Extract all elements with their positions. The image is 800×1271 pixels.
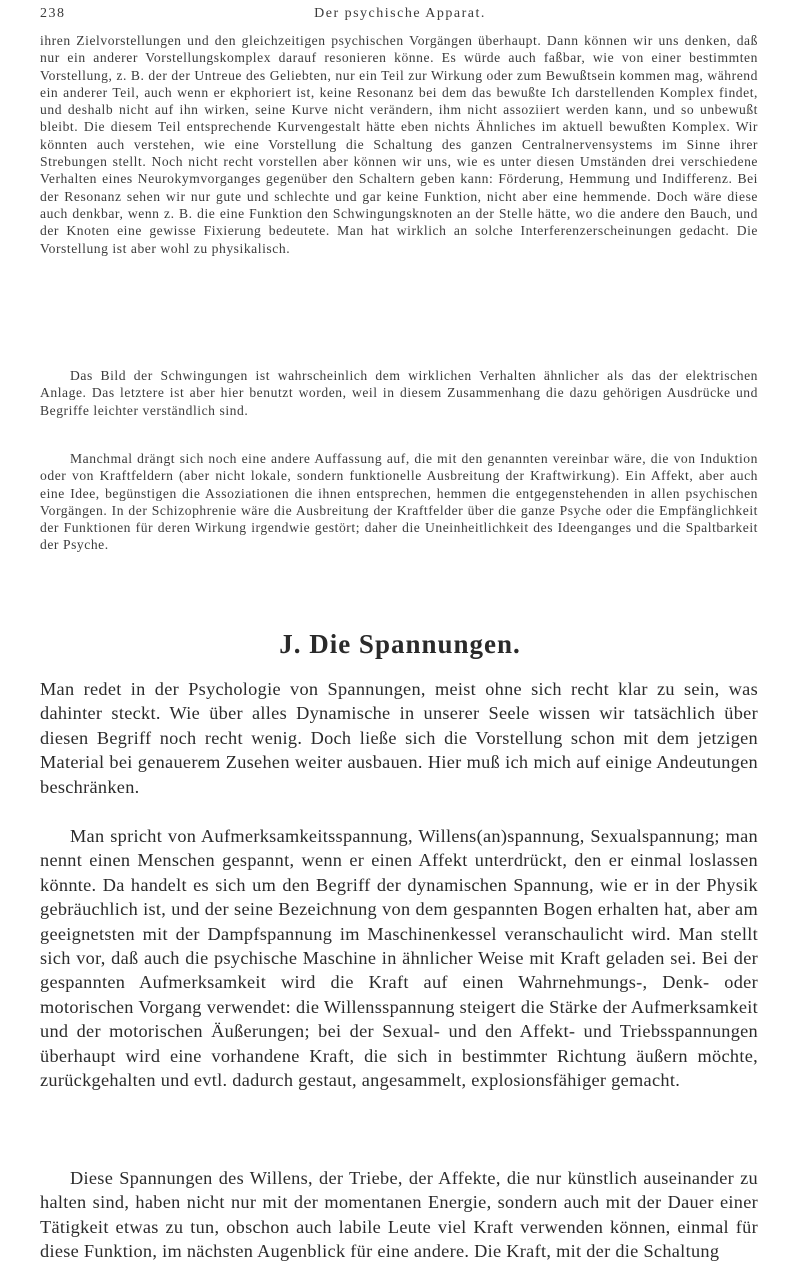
paragraph-text: Manchmal drängt sich noch eine andere Auffassung auf, die mit den genannten vereinbar wäre, die von Induktion oder von Kraftfeldern (aber nicht lokale, sondern funktionelle Ausbreitung der Kraftwirkung). Ein Affekt, aber auch eine Idee, begünstigen die Assoziationen die ihnen entsprechen, hemmen die entgegenstehenden in allen psychischen Vorgängen. In der Schizophrenie wäre die Ausbreitung der Kraftfelder über die ganze Psyche oder die Empfänglichkeit der Funktionen für deren Wirkung irgendwie gestört; daher die Uneinheitlichkeit des Ideenganges und die Spaltbarkeit der Psyche. (40, 451, 758, 553)
section-heading: J. Die Spannungen. (279, 629, 521, 659)
body-paragraph-small (40, 367, 758, 419)
paragraph-text: Man redet in der Psychologie von Spannungen, meist ohne sich recht klar zu sein, was dahinter steckt. Wie über alles Dynamische in unserer Seele wissen wir tatsächlich über diesen Begriff noch recht wenig. Doch ließe sich die Vorstellung schon mit dem jetzigen Material bei genauerem Zusehen weiter ausbauen. Hier muß ich mich auf einige Andeutungen beschränken. (40, 679, 758, 797)
running-head: Der psychische Apparat. (314, 6, 486, 21)
paragraph-text: Diese Spannungen des Willens, der Triebe, der Affekte, die nur künstlich auseinander zu halten sind, haben nicht nur mit der momentanen Energie, sondern auch mit der Dauer einer Tätigkeit etwas zu tun, obschon auch labile Leute viel Kraft verwenden können, einmal für diese Funktion, im nächsten Augenblick für eine andere. Die Kraft, mit der die Schaltung (40, 1168, 758, 1262)
body-paragraph-small (40, 450, 758, 554)
paragraph-text: ihren Zielvorstellungen und den gleichzeitigen psychischen Vorgängen überhaupt. Dann können wir uns denken, daß nur ein anderer Vorstellungskomplex darauf resonieren könne. Es würde auch faßbar, wie von einer bestimmten Vorstellung, z. B. der der Untreue des Geliebten, nur ein Teil zur Wirkung oder zum Bewußtsein kommen mag, während ein anderer Teil, auch wenn er ekphoriert ist, keine Resonanz bei dem das bewußte Ich darstellenden Komplex findet, und deshalb nicht auf ihn wirken, seine Kurve nicht verändern, ihm nicht assoziiert werden kann, und so unbewußt bleibt. Die diesem Teil entsprechende Kurvengestalt hätte eben nichts Ähnliches im aktuell bewußten Komplex. Wir könnten auch verstehen, wie eine Vorstellung die Schaltung des ganzen Centralnervensystems im Sinne ihrer Strebungen stellt. Noch nicht recht vorstellen aber können wir uns, wie es unter diesen Umständen drei verschiedene Verhalten eines Neurokymvorganges gegenüber den Schaltern geben kann: Förderung, Hemmung und Indifferenz. Bei der Resonanz sehen wir nur gute und schlechte und gar keine Funktion, nicht aber eine hemmende. Doch wäre diese auch denkbar, wenn z. B. die eine Funktion den Schwingungsknoten an der Stelle hätte, wo die andere den Bauch, und der Knoten eine gewisse Fixierung bedeutete. Man hat wirklich an solche Interferenzerscheinungen gedacht. Die Vorstellung ist aber wohl zu physikalisch. (40, 33, 758, 256)
page-header (40, 6, 760, 28)
body-paragraph (40, 677, 758, 799)
body-paragraph (40, 824, 758, 1092)
paragraph-text: Man spricht von Aufmerksamkeitsspannung, Willens(an)spannung, Sexualspannung; man nennt einen Menschen gespannt, wenn er einen Affekt unterdrückt, den er einmal loslassen könnte. Da handelt es sich um den Begriff der dynamischen Spannung, wie er in der Physik gebräuchlich ist, und der seine Bezeichnung von dem gespannten Bogen erhalten hat, aber am geeignetsten mit der Dampfspannung im Maschinenkessel veranschaulicht wird. Man stellt sich vor, daß auch die psychische Maschine in ähnlicher Weise mit Kraft geladen sei. Bei der gespannten Aufmerksamkeit wird die Kraft auf einen Wahrnehmungs-, Denk- oder motorischen Vorgang verwendet: die Willensspannung steigert die Stärke der Aufmerksamkeit und der motorischen Äußerungen; bei der Sexual- und den Affekt- und Triebsspannungen überhaupt wird eine vorhandene Kraft, die sich in bestimmter Richtung äußern möchte, zurückgehalten und evtl. dadurch gestaut, angesammelt, explosionsfähiger gemacht. (40, 826, 758, 1091)
body-paragraph (40, 1166, 758, 1264)
body-paragraph-small (40, 32, 758, 257)
paragraph-text: Das Bild der Schwingungen ist wahrscheinlich dem wirklichen Verhalten ähnlicher als das der elektrischen Anlage. Das letztere ist aber hier benutzt worden, weil in diesem Zusammenhang die dazu gehörigen Ausdrücke und Begriffe leichter verständlich sind. (40, 368, 758, 418)
page-number: 238 (40, 6, 66, 21)
